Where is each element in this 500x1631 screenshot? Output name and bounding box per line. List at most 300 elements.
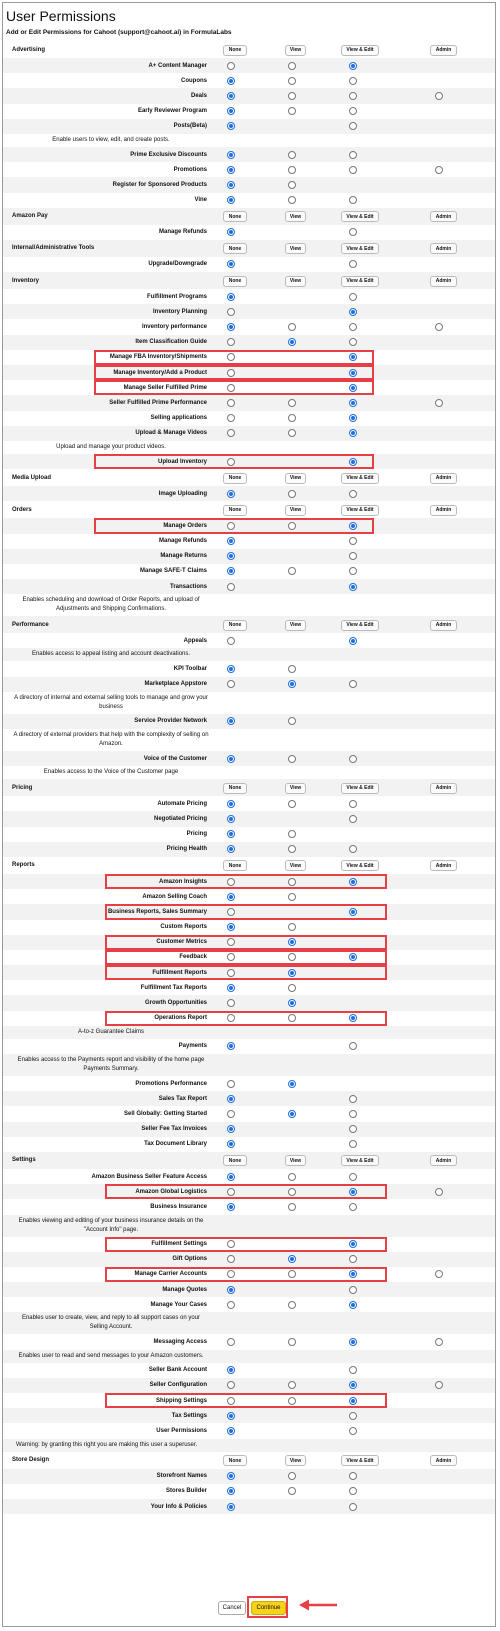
none-radio[interactable] [227,196,235,204]
none-radio[interactable] [227,1427,235,1435]
none-radio[interactable] [227,755,235,763]
column-view-edit-button[interactable]: View & Edit [341,473,379,484]
view-edit-radio[interactable] [349,308,357,316]
view-edit-radio[interactable] [349,953,357,961]
none-radio[interactable] [227,1095,235,1103]
view-edit-radio[interactable] [349,323,357,331]
view-radio[interactable] [288,680,296,688]
view-radio[interactable] [288,893,296,901]
column-admin-button[interactable]: Admin [430,211,457,222]
permission-description [3,1439,496,1452]
none-radio[interactable] [227,122,235,130]
none-radio[interactable] [227,181,235,189]
none-radio[interactable] [227,1381,235,1389]
none-radio[interactable] [227,552,235,560]
view-radio[interactable] [288,755,296,763]
section-title: Pricing [12,784,33,791]
admin-radio[interactable] [435,166,443,174]
permission-row [3,874,496,889]
continue-button[interactable]: Continue [251,1601,286,1615]
view-radio[interactable] [288,92,296,100]
description-text: Enables access to appeal listing and account deactivations. [31,651,191,658]
none-radio[interactable] [227,1286,235,1294]
permission-description [3,1054,496,1076]
view-edit-radio[interactable] [349,845,357,853]
permission-description [3,1350,496,1363]
column-view-edit-button[interactable]: View & Edit [341,1155,379,1166]
none-radio[interactable] [227,260,235,268]
column-view-edit-button[interactable]: View & Edit [341,45,379,56]
permission-label: Operations Report [154,1015,207,1022]
column-admin-button[interactable]: Admin [430,243,457,254]
column-admin-button[interactable]: Admin [430,783,457,794]
column-admin-button[interactable]: Admin [430,620,457,631]
admin-radio[interactable] [435,323,443,331]
column-admin-button[interactable]: Admin [430,1455,457,1466]
view-edit-radio[interactable] [349,1503,357,1511]
description-text: Enables user to create, view, and reply to all support cases on your Selling Account. [21,1315,201,1331]
none-radio[interactable] [227,680,235,688]
view-radio[interactable] [288,665,296,673]
column-view-edit-button[interactable]: View & Edit [341,860,379,871]
view-radio[interactable] [288,878,296,886]
view-edit-radio[interactable] [349,755,357,763]
permission-label: Item Classification Guide [135,339,207,346]
view-edit-radio[interactable] [349,1203,357,1211]
column-admin-button[interactable]: Admin [430,473,457,484]
view-edit-radio[interactable] [349,1095,357,1103]
column-view-button[interactable]: View [285,211,306,222]
section-title: Settings [12,1157,36,1164]
view-edit-radio[interactable] [349,1188,357,1196]
section-title: Media Upload [12,474,52,481]
view-edit-radio[interactable] [349,353,357,361]
column-admin-button[interactable]: Admin [430,860,457,871]
section-header [3,1152,496,1169]
column-view-edit-button[interactable]: View & Edit [341,1455,379,1466]
view-edit-radio[interactable] [349,384,357,392]
highlight-box [105,935,387,950]
admin-radio[interactable] [435,92,443,100]
view-edit-radio[interactable] [349,1338,357,1346]
view-edit-radio[interactable] [349,1381,357,1389]
admin-radio[interactable] [435,1188,443,1196]
none-radio[interactable] [227,353,235,361]
view-radio[interactable] [288,830,296,838]
none-radio[interactable] [227,399,235,407]
view-edit-radio[interactable] [349,414,357,422]
permission-label: Your Info & Policies [150,1503,207,1510]
none-radio[interactable] [227,369,235,377]
description-text: Enables access to the Payments report and visibility of the home page Payments Summary. [17,1057,205,1072]
view-edit-radio[interactable] [349,537,357,545]
column-view-button[interactable]: View [285,783,306,794]
view-edit-radio[interactable] [349,637,357,645]
view-edit-radio[interactable] [349,522,357,530]
none-radio[interactable] [227,1240,235,1248]
view-radio[interactable] [288,196,296,204]
view-edit-radio[interactable] [349,1270,357,1278]
none-radio[interactable] [227,717,235,725]
view-edit-radio[interactable] [349,1140,357,1148]
none-radio[interactable] [227,107,235,115]
column-view-button[interactable]: View [285,620,306,631]
view-edit-radio[interactable] [349,458,357,466]
section-title: Performance [12,621,49,628]
section-header [3,501,496,518]
view-radio[interactable] [288,567,296,575]
none-radio[interactable] [227,338,235,346]
none-radio[interactable] [227,923,235,931]
admin-radio[interactable] [435,1381,443,1389]
description-text: Enables access to the Voice of the Customer page [43,769,179,776]
none-radio[interactable] [227,1472,235,1480]
permission-label: Fulfillment Settings [151,1241,207,1248]
none-radio[interactable] [227,1487,235,1495]
view-edit-radio[interactable] [349,800,357,808]
view-radio[interactable] [288,62,296,70]
view-radio[interactable] [288,984,296,992]
view-edit-radio[interactable] [349,878,357,886]
none-radio[interactable] [227,537,235,545]
admin-radio[interactable] [435,399,443,407]
view-edit-radio[interactable] [349,552,357,560]
permission-label: Growth Opportunities [145,1000,207,1007]
none-radio[interactable] [227,665,235,673]
view-radio[interactable] [288,938,296,946]
view-radio[interactable] [288,1203,296,1211]
none-radio[interactable] [227,151,235,159]
column-view-button[interactable]: View [285,276,306,287]
view-radio[interactable] [288,1487,296,1495]
highlight-box [105,1011,387,1026]
view-radio[interactable] [288,151,296,159]
view-edit-radio[interactable] [349,166,357,174]
view-radio[interactable] [288,800,296,808]
none-radio[interactable] [227,969,235,977]
permission-row [3,1091,496,1106]
none-radio[interactable] [227,1042,235,1050]
permission-row [3,454,496,469]
view-edit-radio[interactable] [349,1042,357,1050]
column-none-button[interactable]: None [223,243,247,254]
column-view-edit-button[interactable]: View & Edit [341,243,379,254]
none-radio[interactable] [227,77,235,85]
column-view-button[interactable]: View [285,860,306,871]
view-edit-radio[interactable] [349,1487,357,1495]
view-edit-radio[interactable] [349,1173,357,1181]
view-radio[interactable] [288,1173,296,1181]
view-radio[interactable] [288,953,296,961]
view-radio[interactable] [288,923,296,931]
none-radio[interactable] [227,984,235,992]
permission-description [3,1312,496,1334]
view-radio[interactable] [288,845,296,853]
view-edit-radio[interactable] [349,1125,357,1133]
permission-row [3,661,496,676]
description-text: Enables scheduling and download of Order Reports, and upload of Adjustments and Shipping Confirmations. [22,597,200,613]
permission-row [3,889,496,904]
column-none-button[interactable]: None [223,783,247,794]
permission-row [3,380,496,395]
permission-row [3,104,496,119]
permission-row [3,1378,496,1393]
view-radio[interactable] [288,414,296,422]
view-edit-radio[interactable] [349,583,357,591]
view-edit-radio[interactable] [349,293,357,301]
view-edit-radio[interactable] [349,399,357,407]
view-edit-radio[interactable] [349,260,357,268]
none-radio[interactable] [227,1255,235,1263]
permission-row [3,225,496,240]
permission-row [3,518,496,533]
permission-row [3,980,496,995]
permission-row [3,1169,496,1184]
permission-row [3,633,496,648]
permission-description [3,1026,496,1039]
view-radio[interactable] [288,1301,296,1309]
none-radio[interactable] [227,908,235,916]
none-radio[interactable] [227,893,235,901]
view-edit-radio[interactable] [349,1255,357,1263]
column-view-button[interactable]: View [285,473,306,484]
description-text: Upload and manage your product videos. [56,443,166,450]
none-radio[interactable] [227,414,235,422]
none-radio[interactable] [227,166,235,174]
permission-label: Gift Options [172,1256,207,1263]
view-radio[interactable] [288,1270,296,1278]
column-none-button[interactable]: None [223,1455,247,1466]
permission-label: Amazon Global Logistics [135,1188,207,1195]
none-radio[interactable] [227,429,235,437]
none-radio[interactable] [227,815,235,823]
none-radio[interactable] [227,308,235,316]
none-radio[interactable] [227,1301,235,1309]
permissions-table [3,41,496,1514]
view-radio[interactable] [288,1338,296,1346]
view-radio[interactable] [288,166,296,174]
view-edit-radio[interactable] [349,1397,357,1405]
section-title: Orders [12,506,32,513]
view-edit-radio[interactable] [349,490,357,498]
none-radio[interactable] [227,845,235,853]
view-edit-radio[interactable] [349,338,357,346]
permission-row [3,1076,496,1091]
none-radio[interactable] [227,1080,235,1088]
section-title: Inventory [12,277,40,284]
none-radio[interactable] [227,583,235,591]
column-none-button[interactable]: None [223,211,247,222]
none-radio[interactable] [227,1188,235,1196]
view-radio[interactable] [288,1397,296,1405]
permission-row [3,319,496,334]
column-view-edit-button[interactable]: View & Edit [341,783,379,794]
view-edit-radio[interactable] [349,151,357,159]
column-view-edit-button[interactable]: View & Edit [341,276,379,287]
none-radio[interactable] [227,384,235,392]
none-radio[interactable] [227,1503,235,1511]
none-radio[interactable] [227,878,235,886]
view-radio[interactable] [288,490,296,498]
none-radio[interactable] [227,1125,235,1133]
description-text: Enables user to read and send messages to your Amazon customers. [18,1352,204,1359]
column-admin-button[interactable]: Admin [430,505,457,516]
permission-row [3,1484,496,1499]
column-none-button[interactable]: None [223,276,247,287]
none-radio[interactable] [227,1140,235,1148]
none-radio[interactable] [227,938,235,946]
column-none-button[interactable]: None [223,473,247,484]
page-subtitle: Add or Edit Permissions for Cahoot (support@cahoot.ai) in FormulaLabs [6,29,232,36]
none-radio[interactable] [227,1014,235,1022]
column-none-button[interactable]: None [223,620,247,631]
view-radio[interactable] [288,1014,296,1022]
none-radio[interactable] [227,830,235,838]
none-radio[interactable] [227,1412,235,1420]
view-radio[interactable] [288,522,296,530]
view-edit-radio[interactable] [349,1472,357,1480]
column-none-button[interactable]: None [223,45,247,56]
view-radio[interactable] [288,399,296,407]
section-header [3,240,496,257]
permission-row [3,935,496,950]
view-radio[interactable] [288,1381,296,1389]
view-edit-radio[interactable] [349,1412,357,1420]
description-text: Enable users to view, edit, and create posts. [52,136,170,143]
view-edit-radio[interactable] [349,1427,357,1435]
permission-label: Manage Orders [163,522,207,529]
none-radio[interactable] [227,800,235,808]
none-radio[interactable] [227,1203,235,1211]
view-edit-radio[interactable] [349,1301,357,1309]
red-arrow-icon [299,1598,339,1612]
admin-radio[interactable] [435,1338,443,1346]
permission-row [3,1334,496,1349]
view-edit-radio[interactable] [349,429,357,437]
none-radio[interactable] [227,293,235,301]
none-radio[interactable] [227,999,235,1007]
column-admin-button[interactable]: Admin [430,45,457,56]
none-radio[interactable] [227,62,235,70]
permission-row [3,1363,496,1378]
column-admin-button[interactable]: Admin [430,1155,457,1166]
view-radio[interactable] [288,338,296,346]
permission-label: Tax Document Library [144,1141,207,1148]
view-edit-radio[interactable] [349,815,357,823]
column-none-button[interactable]: None [223,505,247,516]
none-radio[interactable] [227,1338,235,1346]
view-radio[interactable] [288,1188,296,1196]
view-radio[interactable] [288,77,296,85]
permission-row [3,1469,496,1484]
column-view-button[interactable]: View [285,243,306,254]
permission-row [3,162,496,177]
view-radio[interactable] [288,181,296,189]
view-radio[interactable] [288,969,296,977]
column-view-button[interactable]: View [285,45,306,56]
column-view-button[interactable]: View [285,1455,306,1466]
none-radio[interactable] [227,228,235,236]
permission-row [3,995,496,1010]
none-radio[interactable] [227,567,235,575]
view-edit-radio[interactable] [349,1366,357,1374]
permission-label: Manage FBA Inventory/Shipments [109,354,207,361]
section-header [3,616,496,633]
none-radio[interactable] [227,1110,235,1118]
view-edit-radio[interactable] [349,228,357,236]
view-edit-radio[interactable] [349,122,357,130]
view-radio[interactable] [288,1080,296,1088]
view-radio[interactable] [288,429,296,437]
none-radio[interactable] [227,490,235,498]
view-edit-radio[interactable] [349,1240,357,1248]
view-edit-radio[interactable] [349,1110,357,1118]
column-none-button[interactable]: None [223,860,247,871]
column-none-button[interactable]: None [223,1155,247,1166]
view-edit-radio[interactable] [349,908,357,916]
none-radio[interactable] [227,1397,235,1405]
view-radio[interactable] [288,107,296,115]
none-radio[interactable] [227,1270,235,1278]
description-text: A directory of external providers that help with the complexity of selling on Amazon. [13,732,209,747]
view-edit-radio[interactable] [349,1286,357,1294]
none-radio[interactable] [227,92,235,100]
view-radio[interactable] [288,999,296,1007]
view-radio[interactable] [288,1472,296,1480]
permission-label: Manage Seller Fulfilled Prime [123,384,207,391]
view-edit-radio[interactable] [349,77,357,85]
permission-label: Amazon Business Seller Feature Access [91,1173,207,1180]
view-edit-radio[interactable] [349,107,357,115]
column-view-edit-button[interactable]: View & Edit [341,620,379,631]
permission-label: Business Insurance [150,1203,207,1210]
column-view-edit-button[interactable]: View & Edit [341,505,379,516]
permission-label: User Permissions [156,1427,207,1434]
highlight-box [105,965,387,980]
view-radio[interactable] [288,717,296,725]
none-radio[interactable] [227,1366,235,1374]
permission-row [3,177,496,192]
none-radio[interactable] [227,1173,235,1181]
permission-row [3,811,496,826]
permission-label: KPI Toolbar [173,666,207,673]
view-edit-radio[interactable] [349,567,357,575]
admin-radio[interactable] [435,1270,443,1278]
permission-row [3,920,496,935]
none-radio[interactable] [227,637,235,645]
view-edit-radio[interactable] [349,1014,357,1022]
none-radio[interactable] [227,458,235,466]
description-text: A-to-z Guarantee Claims [77,1028,145,1035]
view-radio[interactable] [288,323,296,331]
none-radio[interactable] [227,323,235,331]
none-radio[interactable] [227,522,235,530]
cancel-button[interactable]: Cancel [218,1601,246,1615]
column-admin-button[interactable]: Admin [430,276,457,287]
view-edit-radio[interactable] [349,369,357,377]
view-radio[interactable] [288,1255,296,1263]
none-radio[interactable] [227,953,235,961]
view-edit-radio[interactable] [349,92,357,100]
view-edit-radio[interactable] [349,196,357,204]
view-edit-radio[interactable] [349,62,357,70]
column-view-button[interactable]: View [285,1155,306,1166]
column-view-edit-button[interactable]: View & Edit [341,211,379,222]
view-radio[interactable] [288,1110,296,1118]
column-view-button[interactable]: View [285,505,306,516]
view-edit-radio[interactable] [349,680,357,688]
permission-label: Storefront Names [156,1473,207,1480]
